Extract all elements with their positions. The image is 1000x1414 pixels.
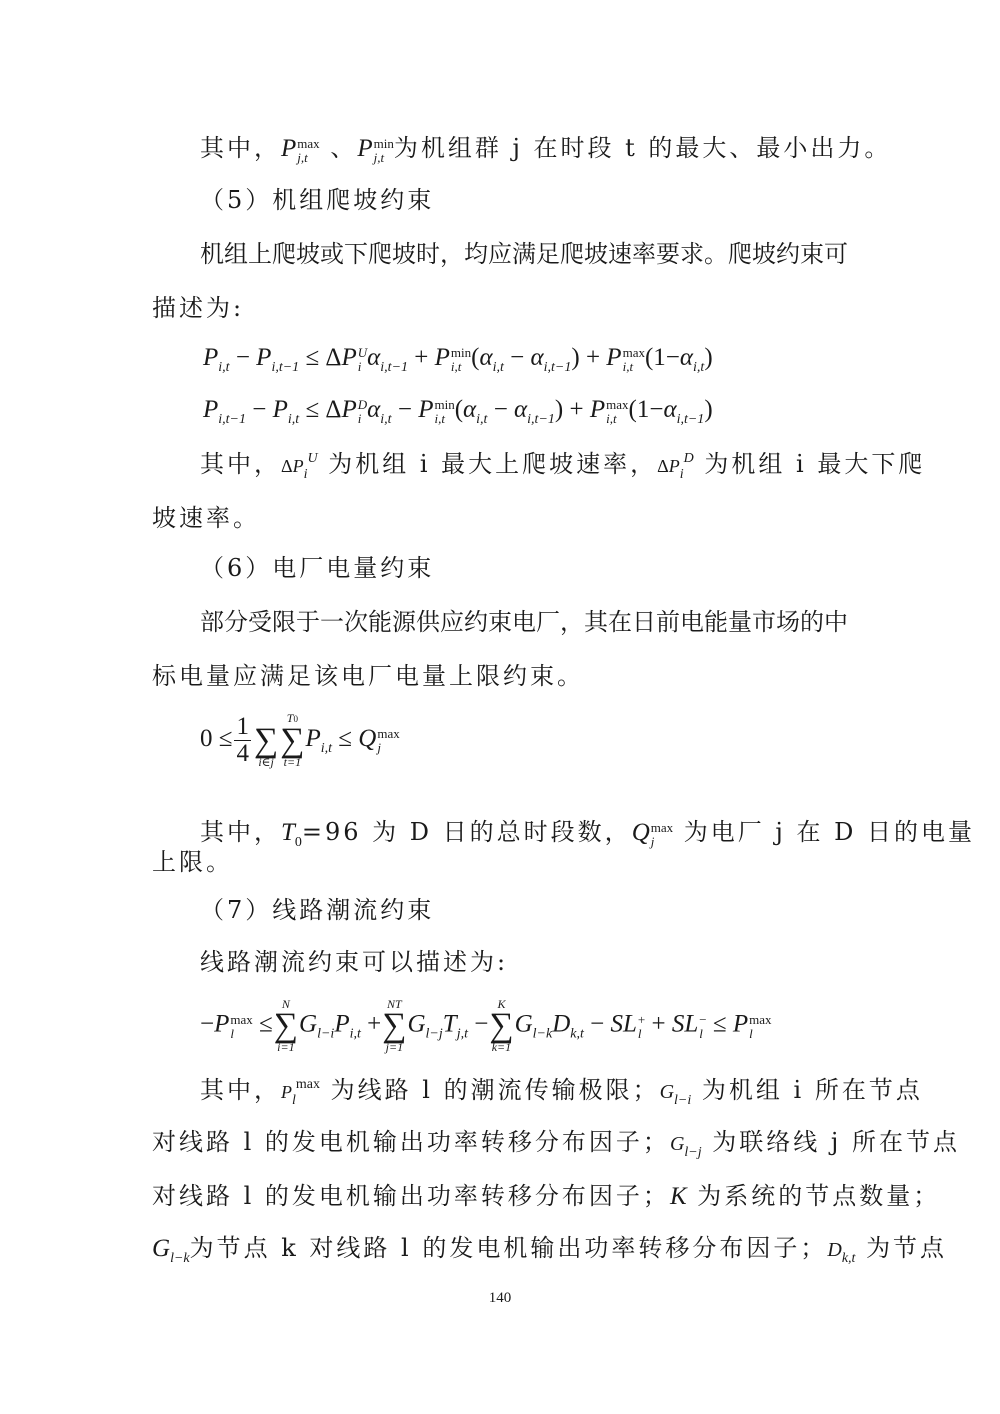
section-heading-ramp: （5）机组爬坡约束 [200,186,435,214]
formula-pjt-max: P max j,t [281,135,320,165]
fraction-one-quarter: $\frac{1}{4}$ [236,712,249,767]
text-line-ramp-rates: 其中，$\Delta P_i^U$ 为机组 i 最大上爬坡速率，$\Delta P_i^D$ 为机组 i 最大下爬 [200,450,926,482]
sum-over-i: ∑ i∈j [253,721,279,769]
formula-qj-max: Q max j [631,819,674,849]
section-heading-energy: （6）电厂电量约束 [200,554,435,582]
formula-pl-max: $P_l^{max}$ [281,1077,320,1108]
formula-delta-pu: $\Delta P_i^U$ [281,451,318,482]
formula-t0: $T_0$ [281,819,302,850]
sum-over-ties: NT ∑ j=1 [382,997,407,1054]
equation-ramp-down: $P_{i,t-1} - P_{i,t} \le \Delta P$ D i $\alpha_{i,t} - P$ min i,t $(\alpha_{i,t} - \alpha_{i,t-1}) + P$ max i,t $(1-\alpha_{i,t-1})$ [203,396,713,427]
text-line-t0-cont: 上限。 [152,848,233,876]
text-line-pmax-pmin: 其中，P max j,t 、P min j,t 为机组群 j 在时段 t 的最大、最小出力。 [200,134,892,165]
text-line-g-l-k: $G_{l-k}$为节点 k 对线路 l 的发电机输出功率转移分布因子；$D_{k,t}$ 为节点 [152,1234,948,1266]
section-heading-line-flow: （7）线路潮流约束 [200,896,435,924]
equation-energy-limit: 0 ≤ $\frac{1}{4}$ ∑ i∈j T0 ∑ t=1 $P_{i,t} \le Q$ max j [200,711,400,769]
text-line-ramp-rates-cont: 坡速率。 [152,504,260,532]
sum-over-nodes: K ∑ k=1 [489,997,514,1054]
paragraph-line-flow-intro: 线路潮流约束可以描述为: [200,948,509,976]
sum-over-units: N ∑ i=1 [273,997,299,1054]
text-line-g-l-j: 对线路 l 的发电机输出功率转移分布因子；$G_{l-j}$ 为联络线 j 所在节点 [152,1128,960,1160]
page-number: 140 [488,1290,512,1306]
formula-delta-pd: $\Delta P_i^D$ [657,451,694,482]
text-line-t0: 其中，$T_0=96$ 为 D 日的总时段数，Q max j 为电厂 j 在 D 日的电量 [200,818,975,850]
equation-ramp-up: $P_{i,t} - P_{i,t-1} \le \Delta P$ U i $\alpha_{i,t-1} + P$ min i,t $(\alpha_{i,t} - \alpha_{i,t-1}) + P$ max i,t $(1-\alpha_{i,t})$ [203,344,713,375]
formula-g-l-j: $G_{l-j}$ [669,1133,702,1160]
paragraph-energy-intro: 部分受限于一次能源供应约束电厂，其在日前电能量市场的中 [200,608,848,636]
text-line-pl-max: 其中，$P_l^{max}$ 为线路 l 的潮流传输极限；$G_{l-i}$ 为机组 i 所在节点 [200,1076,923,1108]
paragraph-ramp-intro: 机组上爬坡或下爬坡时，均应满足爬坡速率要求。爬坡约束可 [200,240,848,268]
formula-d-kt: $D_{k,t}$ [827,1239,856,1266]
formula-pjt-min: P min j,t [357,135,394,165]
paragraph-ramp-intro-cont: 描述为: [152,294,245,322]
paragraph-energy-intro-cont: 标电量应满足该电厂电量上限约束。 [152,662,584,690]
formula-g-l-i: $G_{l-i}$ [659,1081,692,1108]
formula-g-l-k: $G_{l-k}$ [152,1235,190,1266]
text-line-k: 对线路 l 的发电机输出功率转移分布因子；K 为系统的节点数量； [152,1182,941,1210]
equation-line-flow: −P max l ≤ N ∑ i=1 $G_{l-i}P_{i,t}$ + NT ∑ j=1 $G_{l-j}T_{j,t}$ − K ∑ k=1 $G_{l-k}D_{k,t}$ − SL + l + SL − l ≤ P max l [200,997,772,1054]
sum-over-t: T0 ∑ t=1 [280,711,305,769]
formula-k: K [669,1183,687,1210]
